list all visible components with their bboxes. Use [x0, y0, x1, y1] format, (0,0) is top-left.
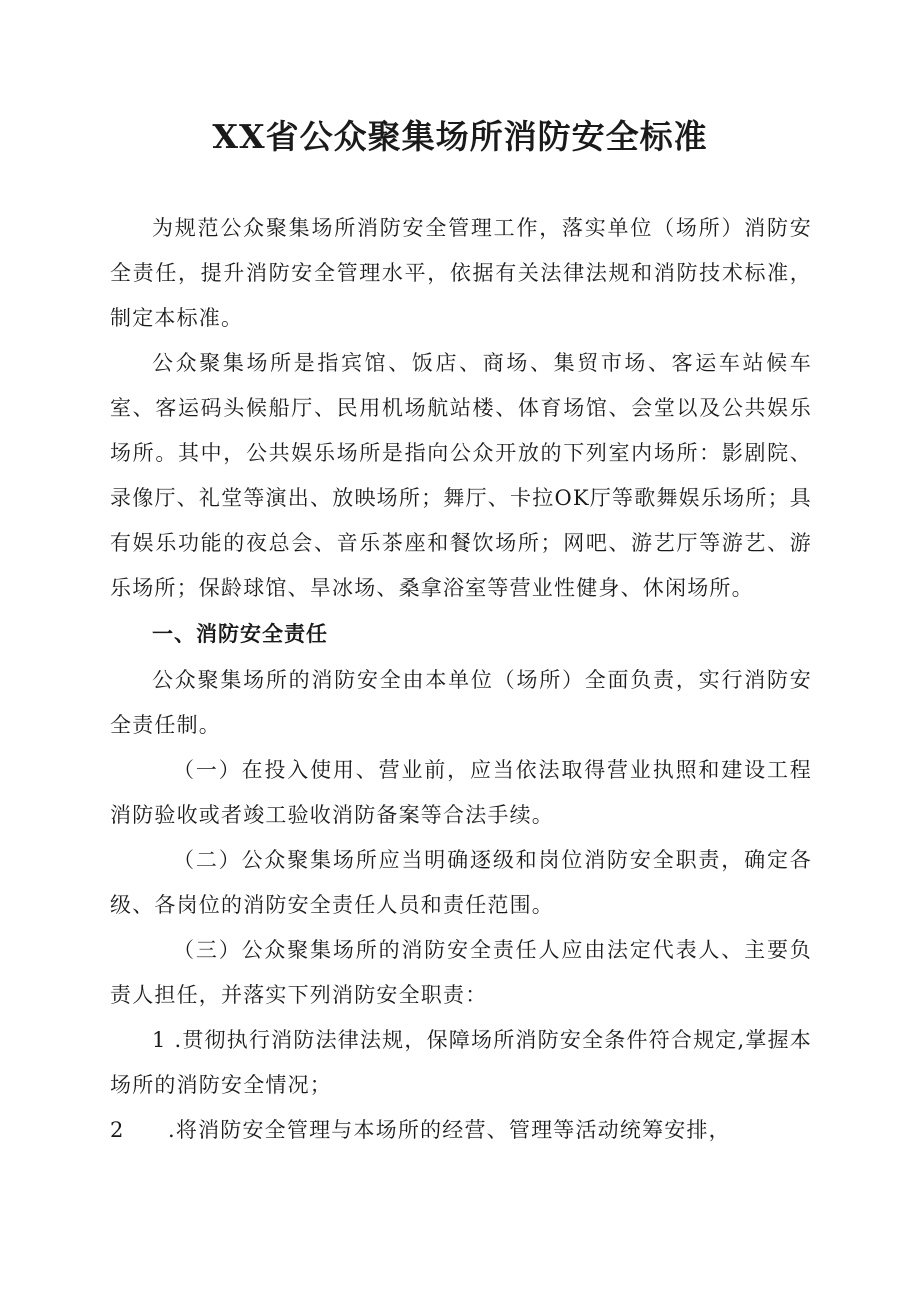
clause-3: （三）公众聚集场所的消防安全责任人应由法定代表人、主要负责人担任，并落实下列消防安全职责：	[110, 938, 812, 1007]
clause-2: （二）公众聚集场所应当明确逐级和岗位消防安全职责，确定各级、各岗位的消防安全责任人员和责任范围。	[110, 848, 812, 917]
duty-item-2-number: 2	[110, 1118, 125, 1142]
duty-item-1: 1 .贯彻执行消防法律法规，保障场所消防安全条件符合规定,掌握本场所的消防安全情况；	[110, 1028, 812, 1097]
intro-paragraph-definition: 公众聚集场所是指宾馆、饭店、商场、集贸市场、客运车站候车室、客运码头候船厅、民用机场航站楼、体育场馆、会堂以及公共娱乐场所。其中，公共娱乐场所是指向公众开放的下列室内场所：影剧院、录像厅、礼堂等演出、放映场所；舞厅、卡拉OK厅等歌舞娱乐场所；具有娱乐功能的夜总会、音乐茶座和餐饮场所；网吧、游艺厅等游艺、游乐场所；保龄球馆、旱冰场、桑拿浴室等营业性健身、休闲场所。	[110, 351, 812, 600]
document-title: XX省公众聚集场所消防安全标准	[212, 117, 708, 156]
clause-1: （一）在投入使用、营业前，应当依法取得营业执照和建设工程消防验收或者竣工验收消防备案等合法手续。	[110, 758, 812, 827]
document-body	[110, 206, 812, 1153]
duty-item-2-text: .将消防安全管理与本场所的经营、管理等活动统筹安排，	[168, 1118, 731, 1142]
intro-paragraph-purpose: 为规范公众聚集场所消防安全管理工作，落实单位（场所）消防安全责任，提升消防安全管理水平，依据有关法律法规和消防技术标准，制定本标准。	[110, 216, 812, 330]
section-heading-fire-safety-responsibility: 一、消防安全责任	[152, 622, 328, 646]
section-lead-paragraph: 公众聚集场所的消防安全由本单位（场所）全面负责，实行消防安全责任制。	[110, 668, 812, 737]
duty-item-2	[110, 1108, 812, 1153]
